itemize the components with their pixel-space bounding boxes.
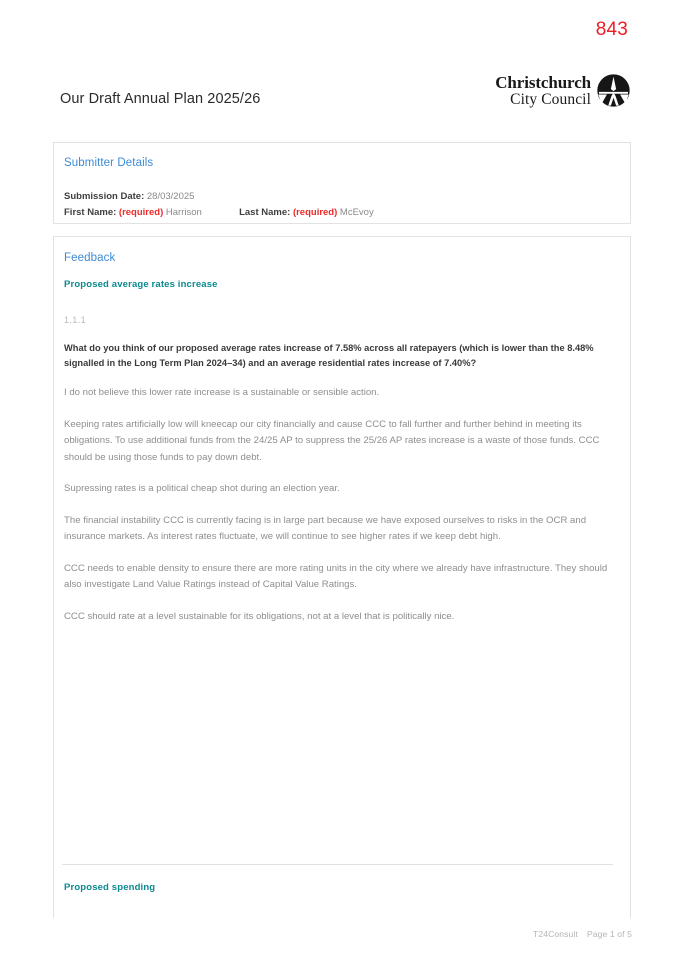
first-name-label: First Name:	[64, 207, 117, 218]
feedback-panel	[53, 236, 631, 918]
footer-system-name: T24Consult	[532, 929, 578, 939]
last-name-value: McEvoy	[339, 207, 374, 218]
document-header	[60, 74, 630, 118]
submission-number: 843	[595, 19, 628, 40]
submission-date-label: Submission Date:	[64, 191, 145, 202]
last-name-label: Last Name:	[239, 207, 291, 218]
question-text: What do you think of our proposed average rates increase of 7.58% across all ratepayers (which is lower than the 8.48% signalled in the Long Term Plan 2024–34) and an average residential rates increase of 7.40%?	[64, 343, 594, 369]
answer-text	[64, 385, 627, 625]
council-name-line1: Christchurch	[495, 73, 591, 92]
first-name-required-marker: (required)	[118, 207, 164, 218]
submission-date-value: 28/03/2025	[146, 191, 195, 202]
section-divider	[62, 864, 613, 865]
submitter-details-title: Submitter Details	[64, 157, 154, 169]
first-name-value: Harrison	[165, 207, 202, 218]
answer-paragraph: Supressing rates is a political cheap shot during an election year.	[64, 483, 340, 494]
council-branding	[495, 74, 630, 108]
christchurch-city-council-logo-icon	[597, 74, 630, 107]
answer-paragraph: CCC needs to enable density to ensure there are more rating units in the city where we already have infrastructure. They should also investigate Land Value Ratings instead of Capital Value Ratings.	[64, 562, 608, 590]
answer-paragraph: Keeping rates artificially low will kneecap our city financially and cause CCC to fall further and further behind in meeting its obligations. To use additional funds from the 24/25 AP to suppress the 25/26 AP rates increase is a waste of those funds. CCC should be using those funds to pay down debt.	[64, 418, 600, 463]
section-label-proposed-spending: Proposed spending	[64, 882, 156, 893]
feedback-title: Feedback	[64, 252, 116, 264]
question-number: 1.1.1	[64, 315, 87, 325]
council-name-line2: City Council	[510, 90, 591, 108]
submission-date-row	[64, 191, 194, 202]
section-label-proposed-average-rates-increase: Proposed average rates increase	[64, 279, 218, 290]
submitter-name-row	[64, 207, 374, 218]
last-name-required-marker: (required)	[292, 207, 338, 218]
answer-paragraph: The financial instability CCC is currently facing is in large part because we have exposed ourselves to risks in the OCR and insurance markets. As interest rates fluctuate, we will continue to see higher rates if we keep debt high.	[64, 514, 587, 542]
page-footer	[533, 929, 632, 939]
page-title: Our Draft Annual Plan 2025/26	[60, 91, 261, 107]
council-wordmark	[495, 74, 591, 108]
submitter-details-panel	[53, 142, 631, 224]
footer-page-number: Page 1 of 5	[586, 929, 632, 939]
answer-paragraph: CCC should rate at a level sustainable for its obligations, not at a level that is politically nice.	[64, 610, 455, 622]
answer-paragraph: I do not believe this lower rate increase is a sustainable or sensible action.	[64, 387, 380, 398]
